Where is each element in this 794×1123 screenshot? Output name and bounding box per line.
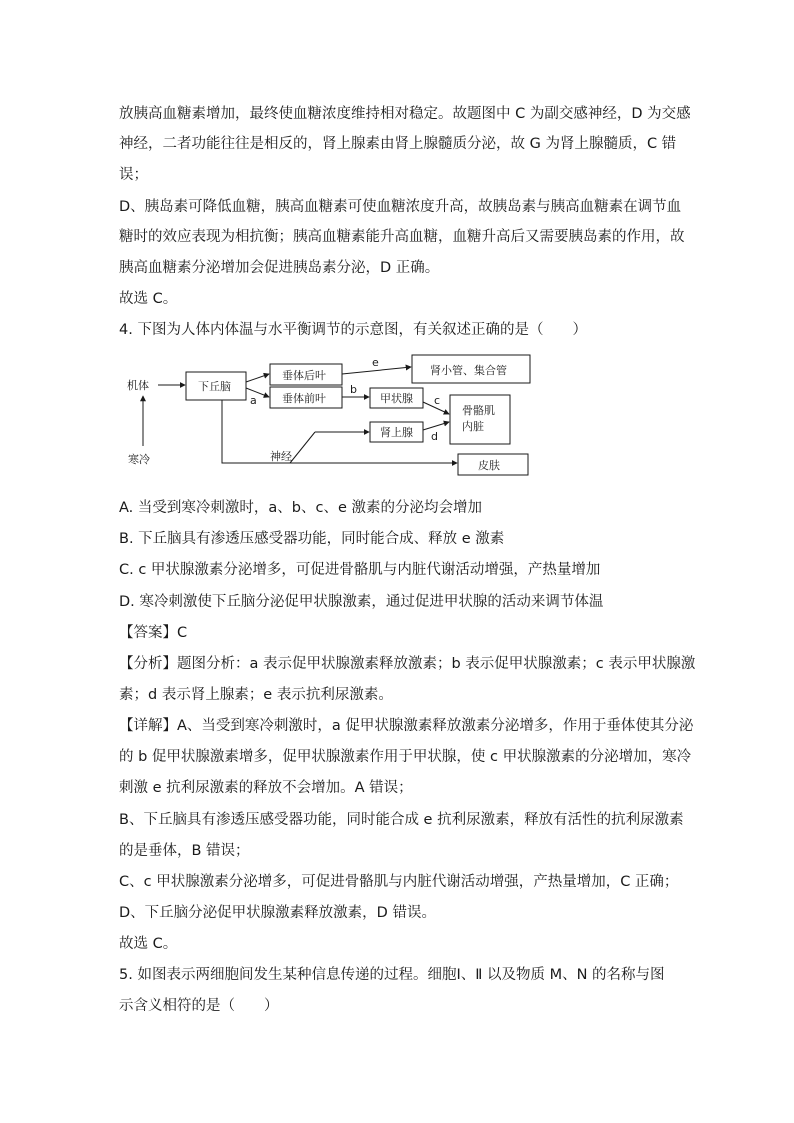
arrow-nerve-adrenal [290,432,315,463]
analysis-line: 素；d 表示肾上腺素；e 表示抗利尿激素。 [119,687,393,703]
explanation-line: 【详解】A、当受到寒冷刺激时，a 促甲状腺激素释放激素分泌增多，作用于垂体使其分泌 [119,718,694,734]
explanation-line: D、下丘脑分泌促甲状腺激素释放激素，D 错误。 [119,905,436,921]
option-d: D. 寒冷刺激使下丘脑分泌促甲状腺激素，通过促进甲状腺的活动来调节体温 [119,594,604,610]
body-label: 机体 [127,379,149,392]
text-line: D、胰岛素可降低血糖，胰高血糖素可使血糖浓度升高，故胰岛素与胰高血糖素在调节血 [119,199,682,215]
muscle-label: 骨骼肌 [462,404,495,417]
post-pituitary-label: 垂体后叶 [282,369,326,382]
option-a: A. 当受到寒冷刺激时，a、b、c、e 激素的分泌均会增加 [119,500,482,516]
explanation-line: C、c 甲状腺激素分泌增多，可促进骨骼肌与内脏代谢活动增强，产热量增加，C 正确； [119,874,679,890]
question-5-stem: 示含义相符的是（ ） [119,998,279,1014]
explanation-line: 的 b 促甲状腺激素增多，促甲状腺激素作用于甲状腺，使 c 甲状腺激素的分泌增加，寒冷 [119,749,692,765]
question-4-stem: 4. 下图为人体内体温与水平衡调节的示意图，有关叙述正确的是（ ） [119,322,587,338]
text-line: 糖时的效应表现为相抗衡；胰高血糖素能升高血糖，血糖升高后又需要胰岛素的作用，故 [119,229,685,245]
label-d: d [431,430,438,443]
explanation-line: B、下丘脑具有渗透压感受器功能，同时能合成 e 抗利尿激素，释放有活性的抗利尿激素 [119,812,684,828]
label-a: a [250,394,257,407]
answer: 【答案】C [119,625,188,641]
analysis-line: 【分析】题图分析：a 表示促甲状腺激素释放激素；b 表示促甲状腺激素；c 表示甲状腺激 [119,656,696,672]
explanation-line: 刺激 e 抗利尿激素的释放不会增加。A 错误； [119,780,413,796]
regulation-diagram [100,350,540,480]
ant-pituitary-label: 垂体前叶 [282,392,326,405]
thyroid-label: 甲状腺 [380,392,413,405]
text-line: 胰高血糖素分泌增加会促进胰岛素分泌，D 正确。 [119,260,440,276]
arrow-hypo-post [246,374,269,382]
explanation-line: 的是垂体，B 错误； [119,843,250,859]
arrow-d [423,422,449,430]
kidney-label: 肾小管、集合管 [430,364,507,377]
text-line: 神经，二者功能往往是相反的，肾上腺素由肾上腺髓质分泌，故 G 为肾上腺髓质，C 错 [119,136,677,152]
cold-label: 寒冷 [128,453,150,466]
label-b: b [350,383,357,396]
label-c: c [434,394,441,407]
question-5-stem: 5. 如图表示两细胞间发生某种信息传递的过程。细胞Ⅰ、Ⅱ 以及物质 M、N 的名称与图 [119,967,665,983]
text-line: 放胰高血糖素增加，最终使血糖浓度维持相对稳定。故题图中 C 为副交感神经，D 为交感 [119,106,691,122]
option-b: B. 下丘脑具有渗透压感受器功能，同时能合成、释放 e 激素 [119,531,505,547]
explanation-line: 故选 C。 [119,936,178,952]
hypothalamus-label: 下丘脑 [198,380,231,393]
adrenal-label: 肾上腺 [380,426,413,439]
viscera-label: 内脏 [462,420,484,433]
label-e: e [372,356,379,369]
nerve-label: 神经 [270,450,292,463]
text-line: 误； [119,167,148,183]
option-c: C. c 甲状腺激素分泌增多，可促进骨骼肌与内脏代谢活动增强，产热量增加 [119,562,601,578]
text-line: 故选 C。 [119,291,178,307]
skin-label: 皮肤 [478,459,500,472]
